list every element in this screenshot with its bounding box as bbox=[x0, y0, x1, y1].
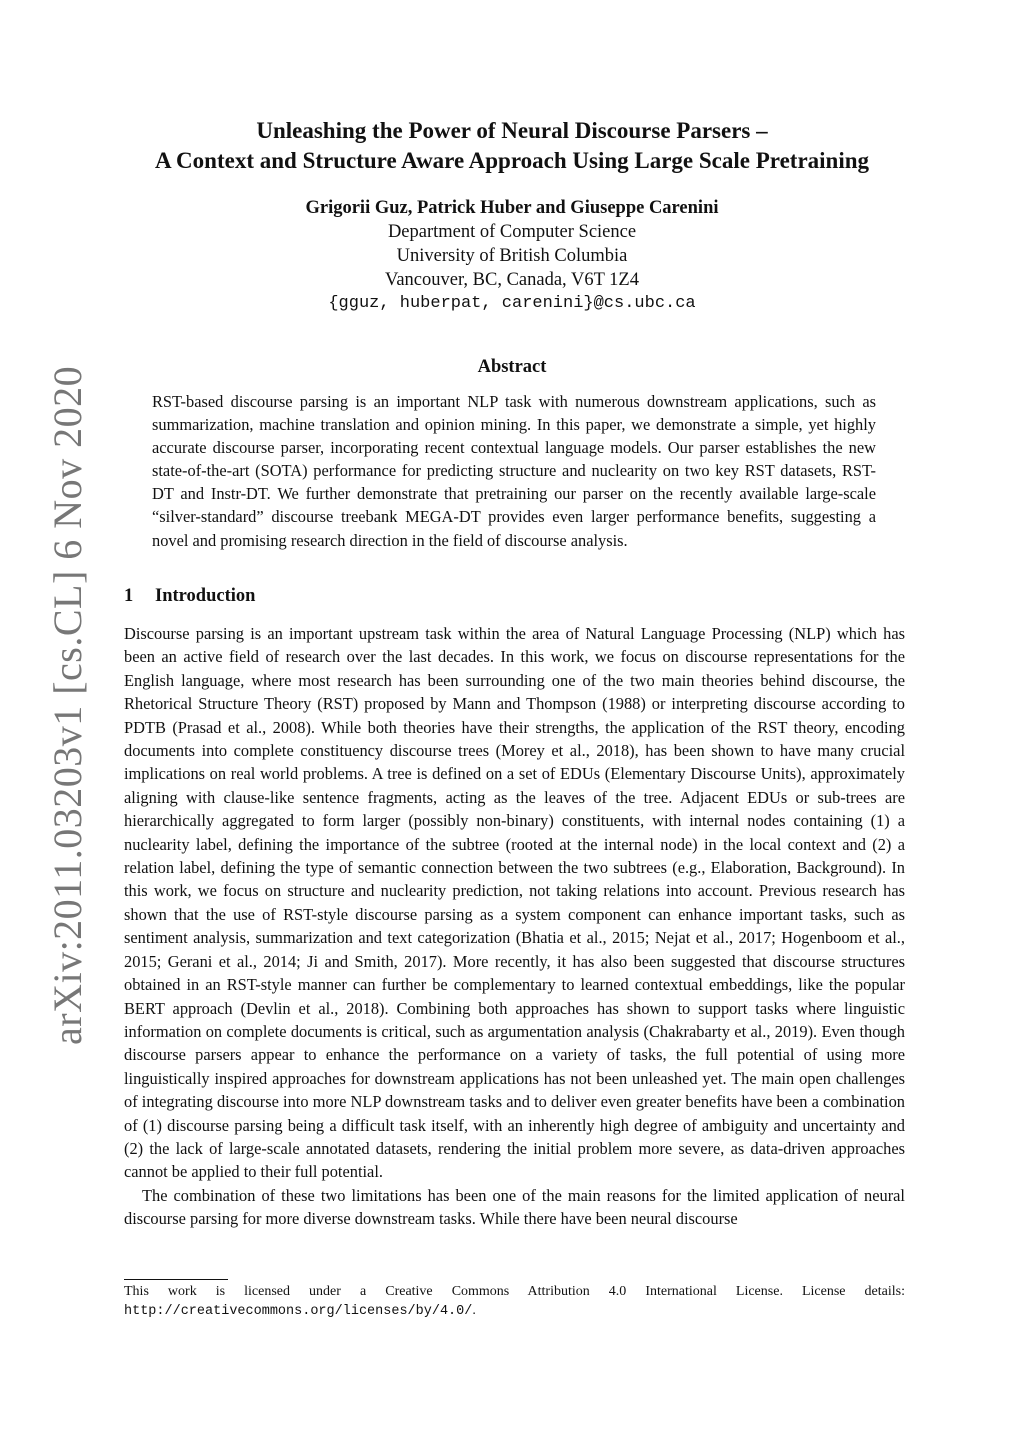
author-university: University of British Columbia bbox=[396, 246, 628, 266]
paper-title bbox=[0, 116, 1024, 176]
author-location: Vancouver, BC, Canada, V6T 1Z4 bbox=[385, 270, 639, 290]
abstract-heading: Abstract bbox=[477, 357, 547, 377]
section-number: 1 bbox=[124, 586, 134, 606]
title-line-1: Unleashing the Power of Neural Discourse Parsers – bbox=[256, 118, 768, 143]
section-title: Introduction bbox=[155, 586, 256, 606]
title-line-2: A Context and Structure Aware Approach Using Large Scale Pretraining bbox=[154, 148, 870, 173]
introduction-paragraph-1: Discourse parsing is an important upstream task within the area of Natural Language Processing (NLP) which has been an active field of research over the last decades. In this work, we focus on discourse representations for the English language, where most research has been surrounding one of the two main theories behind discourse, the Rhetorical Structure Theory (RST) proposed by Mann and Thompson (1988) or interpreting discourse according to PDTB (Prasad et al., 2008). While both theories have their strengths, the application of the RST theory, encoding documents into complete constituency discourse trees (Morey et al., 2018), has been shown to have many crucial implications on real world problems. A tree is defined on a set of EDUs (Elementary Discourse Units), approximately aligning with clause-like sentence fragments, acting as the leaves of the tree. Adjacent EDUs or sub-trees are hierarchically aggregated to form larger (possibly non-binary) constituents, with internal nodes containing (1) a nuclearity label, defining the importance of the subtree (rooted at the internal node) in the local context and (2) a relation label, defining the type of semantic connection between the two subtrees (e.g., Elaboration, Background). In this work, we focus on structure and nuclearity prediction, not taking relations into account. Previous research has shown that the use of RST-style discourse parsing as a system component can enhance important tasks, such as sentiment analysis, summarization and text categorization (Bhatia et al., 2015; Nejat et al., 2017; Hogenboom et al., 2015; Gerani et al., 2014; Ji and Smith, 2017). More recently, it has also been suggested that discourse structures obtained in an RST-style manner can further be complementary to learned contextual embeddings, like the popular BERT approach (Devlin et al., 2018). Combining both approaches has shown to support tasks where linguistic information on complete documents is critical, such as argumentation analysis (Chakrabarty et al., 2019). Even though discourse parsers appear to enhance the performance on a variety of tasks, the full potential of using more linguistically inspired approaches for downstream applications has not been unleashed yet. The main open challenges of integrating discourse into more NLP downstream tasks and to deliver even greater benefits have been a combination of (1) discourse parsing being a difficult task itself, with an inherently high degree of ambiguity and uncertainty and (2) the lack of large-scale annotated datasets, rendering the initial problem more severe, as data-driven approaches cannot be applied to their full potential. bbox=[124, 624, 905, 1182]
author-block bbox=[0, 196, 1024, 316]
author-names: Grigorii Guz, Patrick Huber and Giuseppe Carenini bbox=[305, 198, 719, 218]
author-department: Department of Computer Science bbox=[387, 222, 637, 242]
section-heading-introduction bbox=[124, 586, 255, 607]
license-link[interactable]: http://creativecommons.org/licenses/by/4.0/ bbox=[124, 1304, 473, 1319]
footnote-suffix: . bbox=[472, 1303, 476, 1318]
author-email: {gguz, huberpat, carenini}@cs.ubc.ca bbox=[328, 294, 696, 313]
arxiv-identifier: arXiv:2011.03203v1 [cs.CL] 6 Nov 2020 bbox=[45, 365, 90, 1045]
footnote-text: This work is licensed under a Creative Commons Attribution 4.0 International License. License details: bbox=[124, 1284, 905, 1299]
introduction-paragraph-2: The combination of these two limitations has been one of the main reasons for the limited application of neural discourse parsing for more diverse downstream tasks. While there have been neural discourse bbox=[124, 1185, 905, 1229]
abstract-text: RST-based discourse parsing is an important NLP task with numerous downstream applications, such as summarization, machine translation and opinion mining. In this paper, we demonstrate a simple, yet highly accurate discourse parser, incorporating recent contextual language models. Our parser establishes the new state-of-the-art (SOTA) performance for predicting structure and nuclearity on two key RST datasets, RST-DT and Instr-DT. We further demonstrate that pretraining our parser on the recently available large-scale “silver-standard” discourse treebank MEGA-DT provides even larger performance benefits, suggesting a novel and promising research direction in the field of discourse analysis. bbox=[152, 392, 876, 550]
introduction-body bbox=[124, 622, 905, 1231]
footnote bbox=[124, 1282, 905, 1321]
footnote-divider bbox=[124, 1279, 228, 1280]
